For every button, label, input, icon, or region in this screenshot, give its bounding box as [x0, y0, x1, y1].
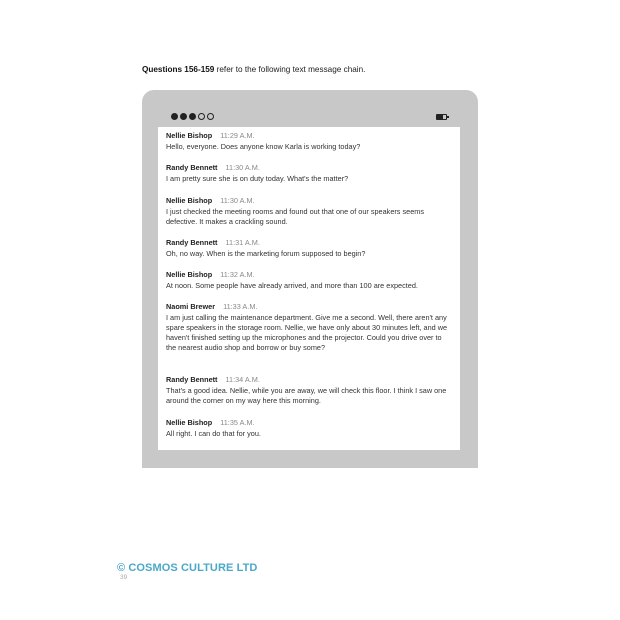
sender-name: Randy Bennett: [166, 163, 218, 172]
copyright-brand: © COSMOS CULTURE LTD: [117, 562, 258, 574]
message-8: [166, 418, 451, 439]
sender-name: Nellie Bishop: [166, 196, 213, 205]
sender-name: Naomi Brewer: [166, 302, 216, 311]
question-intro: [142, 65, 365, 74]
sender-name: Nellie Bishop: [166, 418, 213, 427]
sender-name: Nellie Bishop: [166, 131, 213, 140]
sender-name: Randy Bennett: [166, 238, 218, 247]
message-1: [166, 131, 451, 152]
message-text: That's a good idea. Nellie, while you are away, we will check this floor. I think I saw one around the corner on my way here this morning.: [166, 386, 447, 405]
sender-name: Randy Bennett: [166, 375, 218, 384]
message-text: All right. I can do that for you.: [166, 429, 261, 438]
message-time: 11:30 A.M.: [220, 196, 255, 205]
page-number: 39: [120, 574, 128, 581]
signal-dot-icon: [171, 113, 178, 120]
message-time: 11:33 A.M.: [223, 302, 258, 311]
message-time: 11:29 A.M.: [220, 131, 255, 140]
message-text: Hello, everyone. Does anyone know Karla is working today?: [166, 142, 361, 151]
question-range: Questions 156-159: [142, 65, 215, 74]
message-2: [166, 163, 451, 184]
sender-name: Nellie Bishop: [166, 270, 213, 279]
signal-dot-icon: [189, 113, 196, 120]
message-text: I am just calling the maintenance department. Give me a second. Well, there aren't any spare speakers in the storage room. Nellie, we have only about 30 minutes left, and we haven't finished setting up the microphones and the projector. Could you drive over to the nearest audio shop and borrow or buy some?: [166, 313, 448, 352]
message-time: 11:35 A.M.: [220, 418, 255, 427]
question-intro-text: refer to the following text message chain.: [214, 65, 366, 74]
message-time: 11:31 A.M.: [225, 238, 260, 247]
message-time: 11:32 A.M.: [220, 270, 255, 279]
message-text: I am pretty sure she is on duty today. What's the matter?: [166, 174, 349, 183]
message-time: 11:34 A.M.: [225, 375, 260, 384]
message-text: Oh, no way. When is the marketing forum supposed to begin?: [166, 249, 366, 258]
message-6: [166, 302, 451, 353]
signal-strength-icon: [171, 113, 214, 120]
signal-dot-empty-icon: [207, 113, 214, 120]
signal-dot-empty-icon: [198, 113, 205, 120]
signal-dot-icon: [180, 113, 187, 120]
message-4: [166, 238, 451, 259]
battery-icon: [436, 114, 447, 120]
message-7: [166, 375, 451, 406]
message-text: I just checked the meeting rooms and found out that one of our speakers seems defective. It makes a crackling sound.: [166, 207, 424, 226]
message-5: [166, 270, 451, 291]
message-3: [166, 196, 451, 227]
message-text: At noon. Some people have already arrived, and more than 100 are expected.: [166, 281, 418, 290]
message-time: 11:30 A.M.: [225, 163, 260, 172]
